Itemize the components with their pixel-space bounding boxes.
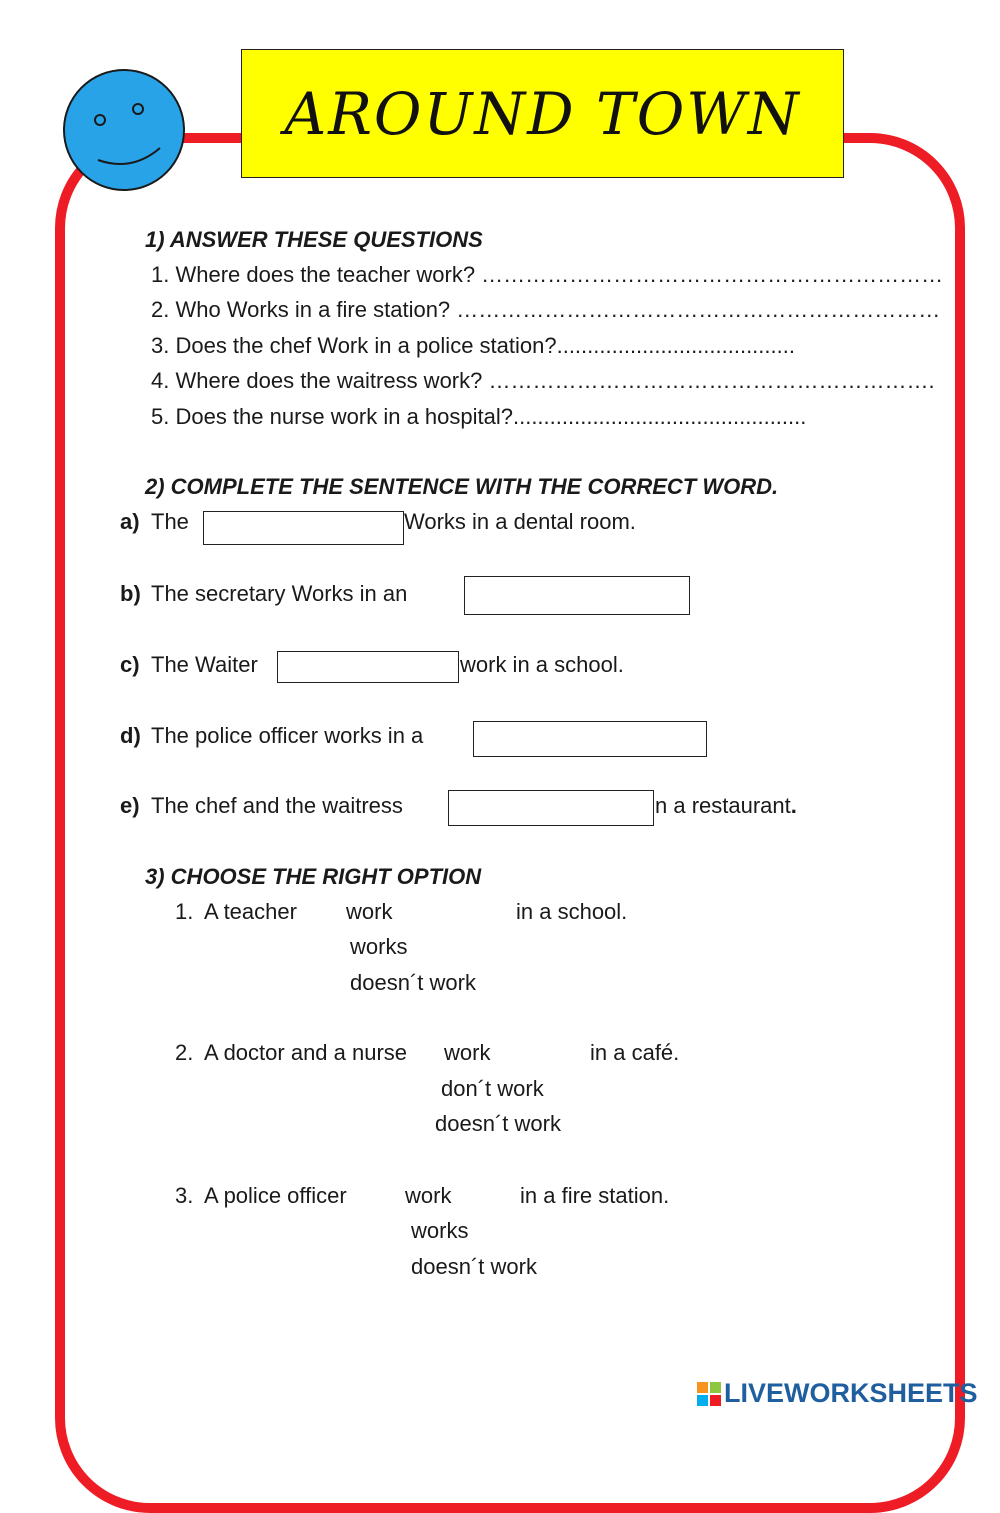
question-2: 2. Who Works in a fire station? …………………………………………………………: [151, 297, 941, 322]
option-1-number: 1.: [175, 899, 194, 924]
option-1-choice-1[interactable]: work: [346, 899, 393, 924]
option-2-choice-1[interactable]: work: [444, 1040, 491, 1065]
answer-box-b[interactable]: [464, 576, 690, 615]
question-4: 4. Where does the waitress work? …………………………………………………….: [151, 368, 935, 393]
section1-heading: 1) ANSWER THESE QUESTIONS: [145, 227, 483, 252]
title-box: [241, 49, 844, 178]
logo-text: LIVEWORKSHEETS: [724, 1378, 978, 1408]
option-1-choice-2[interactable]: works: [350, 934, 408, 959]
item-d-before: The police officer works in a: [151, 723, 424, 748]
option-2-subject: A doctor and a nurse: [204, 1040, 408, 1065]
answer-box-d[interactable]: [473, 721, 707, 757]
option-2-choice-2[interactable]: don´t work: [441, 1076, 544, 1101]
option-2-rest: in a café.: [590, 1040, 680, 1065]
option-3-rest: in a fire station.: [520, 1183, 670, 1208]
liveworksheets-logo-icon: [697, 1382, 721, 1406]
item-letter-e: e): [120, 793, 140, 818]
answer-box-a[interactable]: [203, 511, 404, 545]
question-1: 1. Where does the teacher work? ………………………………………………………: [151, 262, 944, 287]
item-e-before: The chef and the waitress: [151, 793, 403, 818]
item-e-after: n a restaurant.: [655, 793, 797, 818]
item-c-before: The Waiter: [151, 652, 258, 677]
liveworksheets-logo: [697, 1378, 978, 1409]
item-a-after: Works in a dental room.: [404, 509, 636, 534]
option-3-number: 3.: [175, 1183, 194, 1208]
item-letter-c: c): [120, 652, 140, 677]
smiley-face-icon: [62, 68, 186, 192]
option-2-choice-3[interactable]: doesn´t work: [435, 1111, 561, 1136]
item-c-after: work in a school.: [460, 652, 624, 677]
item-letter-a: a): [120, 509, 140, 534]
answer-box-c[interactable]: [277, 651, 459, 683]
item-b-before: The secretary Works in an: [151, 581, 408, 606]
option-3-choice-1[interactable]: work: [405, 1183, 452, 1208]
section2-heading: 2) COMPLETE THE SENTENCE WITH THE CORRECT WORD.: [145, 474, 779, 499]
option-3-choice-3[interactable]: doesn´t work: [411, 1254, 537, 1279]
item-letter-d: d): [120, 723, 141, 748]
option-1-subject: A teacher: [204, 899, 297, 924]
option-1-choice-3[interactable]: doesn´t work: [350, 970, 476, 995]
question-5: 5. Does the nurse work in a hospital?................................................: [151, 404, 807, 429]
item-a-before: The: [151, 509, 189, 534]
section3-heading: 3) CHOOSE THE RIGHT OPTION: [145, 864, 482, 889]
option-3-subject: A police officer: [204, 1183, 347, 1208]
option-1-rest: in a school.: [516, 899, 628, 924]
item-letter-b: b): [120, 581, 141, 606]
page-title: AROUND TOWN: [284, 79, 801, 148]
answer-box-e[interactable]: [448, 790, 654, 826]
question-3: 3. Does the chef Work in a police station?.......................................: [151, 333, 795, 358]
option-2-number: 2.: [175, 1040, 194, 1065]
option-3-choice-2[interactable]: works: [411, 1218, 469, 1243]
